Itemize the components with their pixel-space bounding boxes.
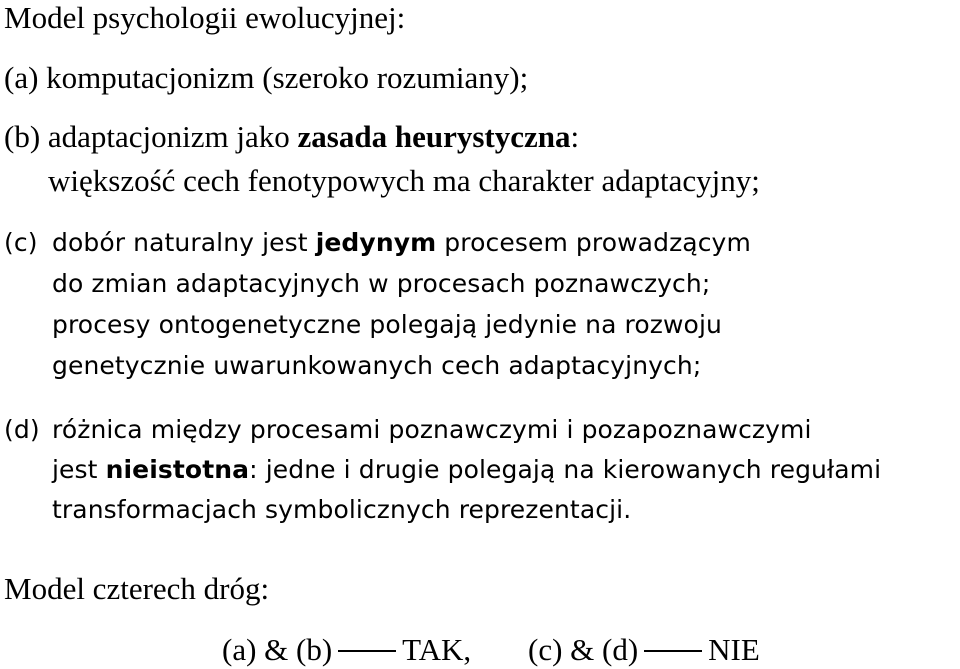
item-d-line-2	[52, 457, 881, 482]
item-c-line-1	[4, 230, 751, 255]
item-a-text: komputacjonizm (szeroko rozumiany);	[46, 60, 529, 95]
heading-evolutionary-psychology: Model psychologii ewolucyjnej:	[4, 0, 406, 35]
item-d-line-1	[4, 417, 812, 442]
item-d-bold: nieistotna	[105, 455, 250, 484]
em-dash	[338, 650, 396, 652]
summary-left-value: TAK,	[402, 632, 472, 667]
item-b-line-1	[4, 121, 579, 152]
summary-left-label: (a) & (b)	[222, 632, 333, 667]
item-d-tag: (d)	[4, 415, 40, 444]
item-d-post: : jedne i drugie polegają na kierowanych regułami	[249, 455, 882, 484]
em-dash	[644, 650, 702, 652]
item-a	[4, 62, 528, 93]
item-b-tag: (b)	[4, 119, 41, 154]
item-a-tag: (a)	[4, 60, 39, 95]
summary-right-label: (c) & (d)	[528, 632, 639, 667]
item-d-line-3: transformacjach symbolicznych reprezentacji.	[52, 495, 632, 524]
item-c-bold: jedynym	[315, 228, 437, 257]
item-b-line-2: większość cech fenotypowych ma charakter adaptacyjny;	[48, 163, 760, 198]
item-c-tag: (c)	[4, 228, 38, 257]
item-b-post: :	[570, 119, 580, 154]
item-c-line-3: procesy ontogenetyczne polegają jedynie na rozwoju	[52, 310, 722, 339]
item-d-text: różnica między procesami poznawczymi i pozapoznawczymi	[52, 415, 812, 444]
item-c-line-2: do zmian adaptacyjnych w procesach poznawczych;	[52, 269, 711, 298]
item-c-post: procesem prowadzącym	[436, 228, 751, 257]
item-c-pre: dobór naturalny jest	[52, 228, 316, 257]
summary-right-value: NIE	[708, 632, 760, 667]
item-b-pre: adaptacjonizm jako	[47, 119, 298, 154]
heading-four-ways-model: Model czterech dróg:	[4, 571, 270, 606]
summary-right	[528, 634, 760, 665]
item-d-pre: jest	[52, 455, 106, 484]
summary-left	[222, 634, 471, 665]
item-c-line-4: genetycznie uwarunkowanych cech adaptacyjnych;	[52, 351, 702, 380]
item-b-bold: zasada heurystyczna	[297, 119, 571, 154]
